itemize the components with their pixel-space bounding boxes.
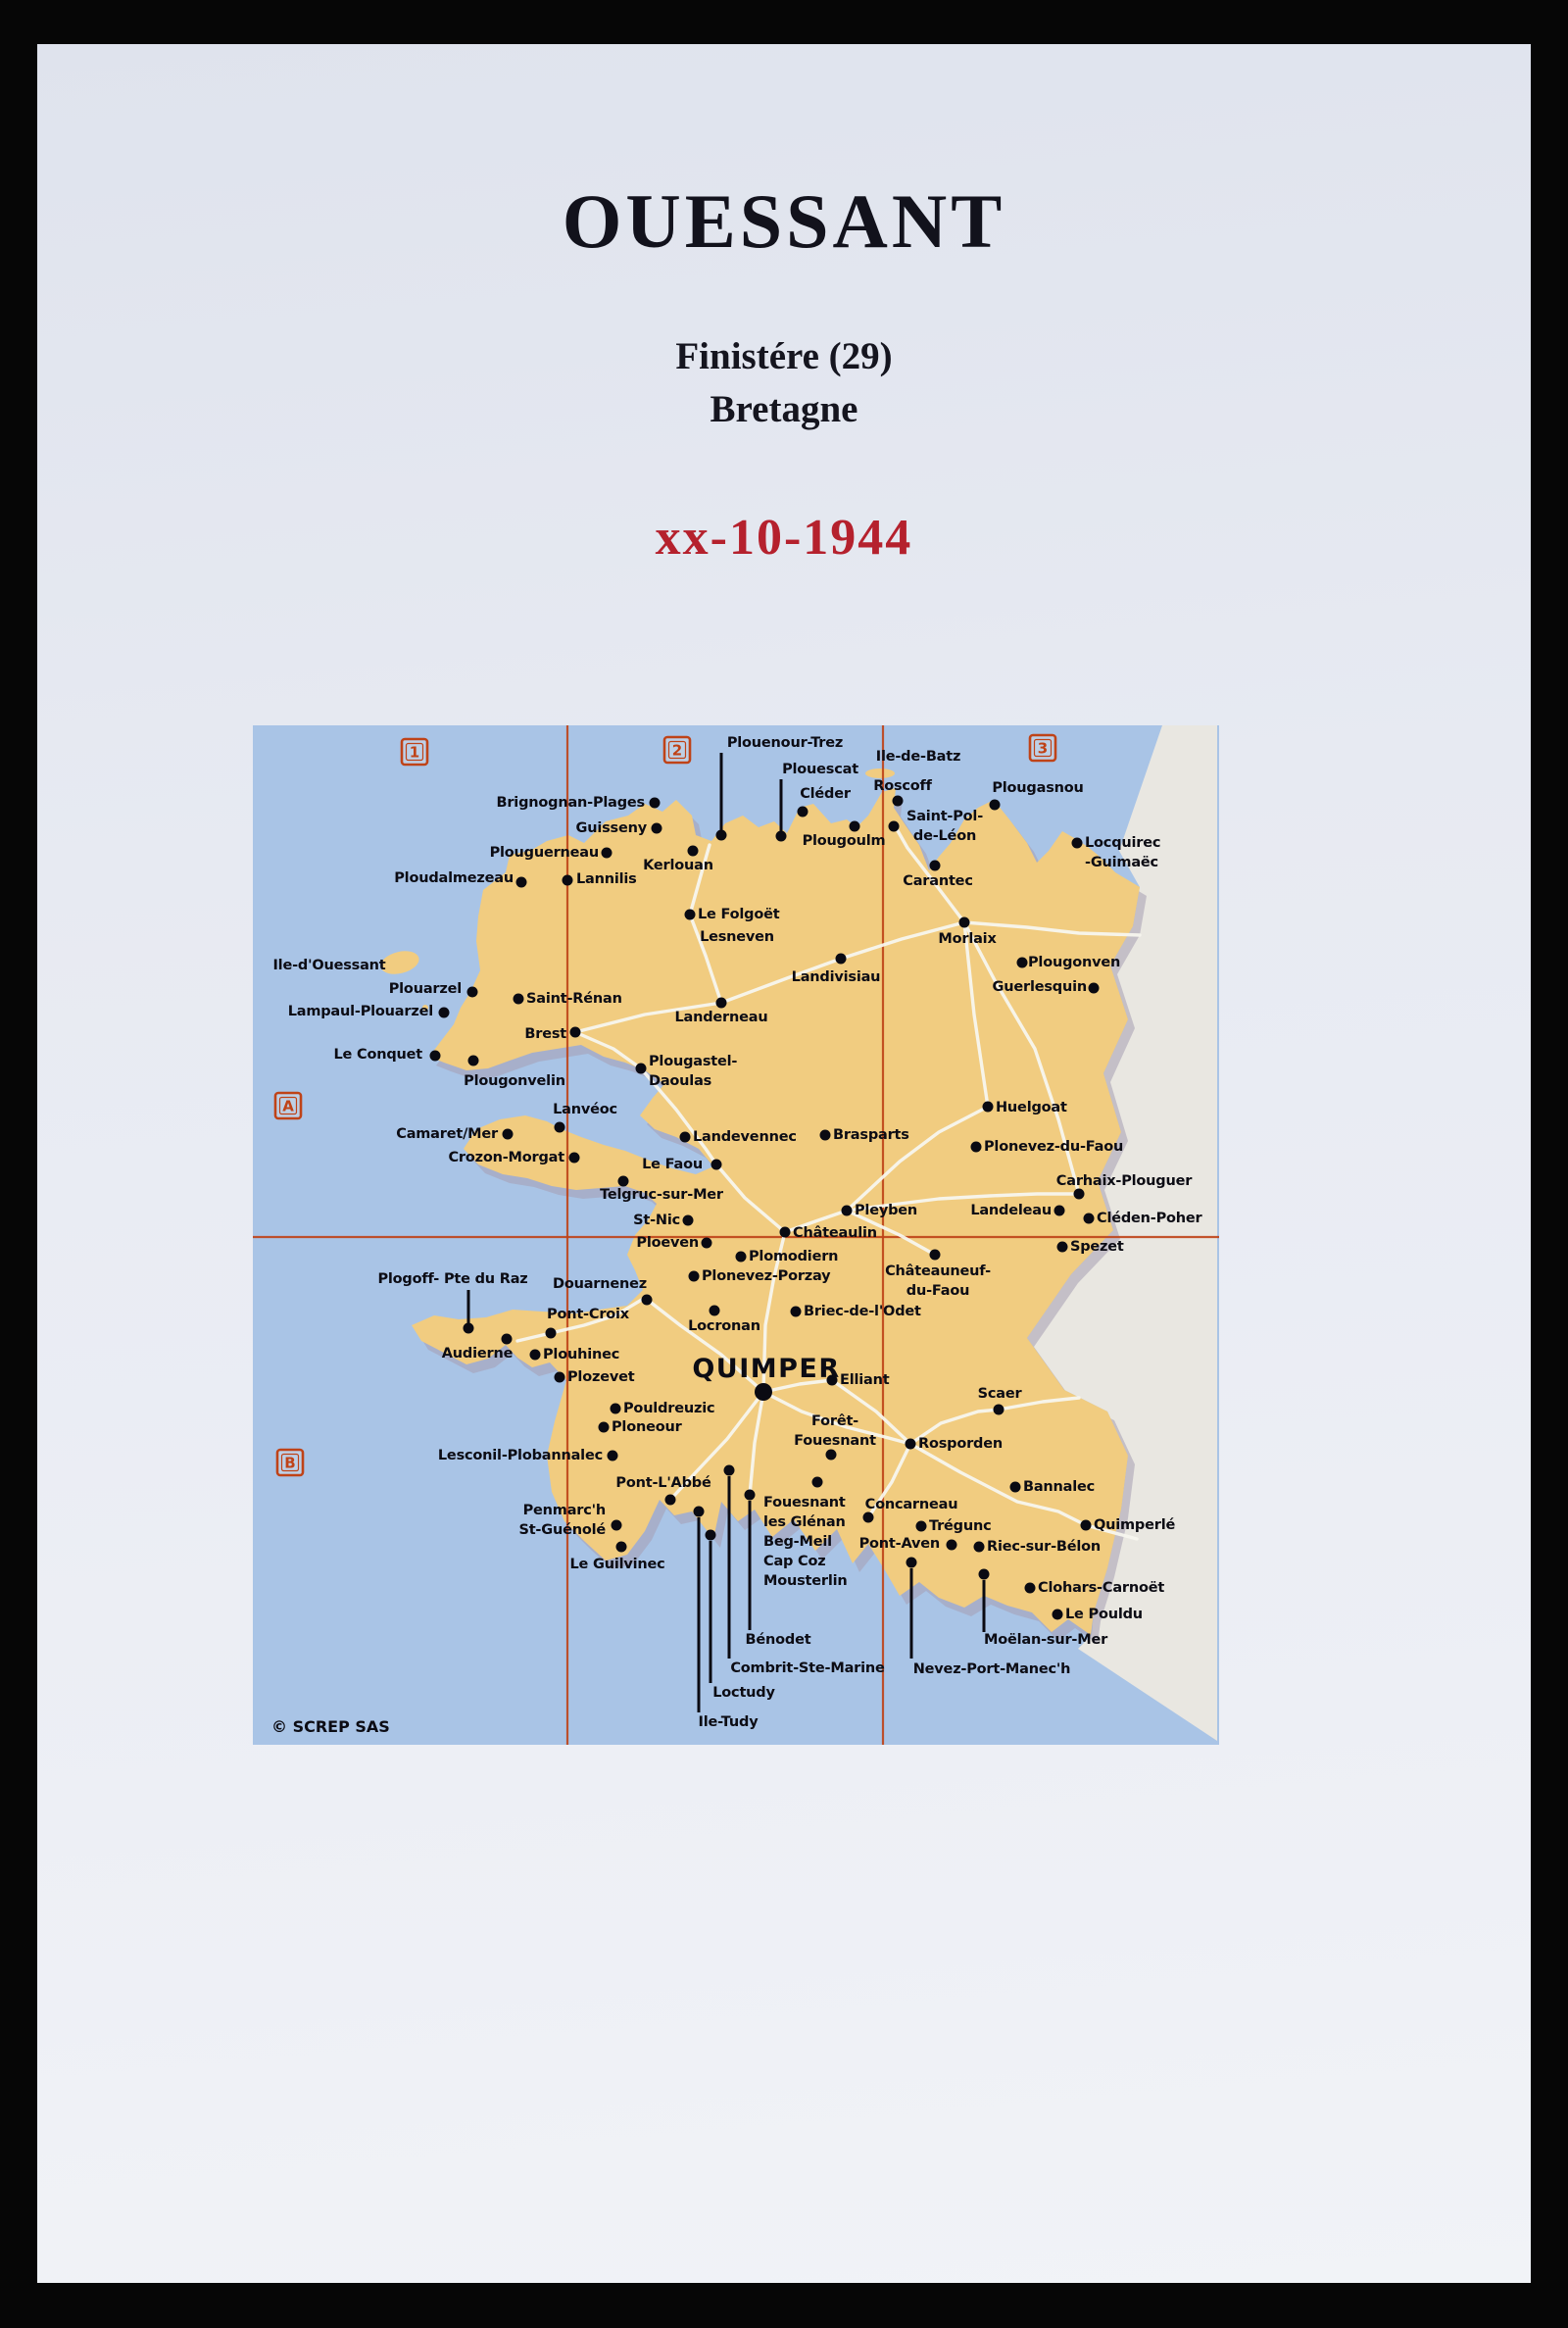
town-label: Plougastel-Daoulas (649, 1054, 738, 1089)
town-dot (616, 1542, 627, 1553)
town-label: Ploeven (636, 1235, 699, 1251)
town-dot (1017, 958, 1028, 968)
town-dot (689, 1271, 700, 1282)
town-dot (930, 861, 941, 871)
town-label: Le Guilvinec (569, 1557, 665, 1572)
town-dot (652, 823, 662, 834)
town-dot (710, 1306, 720, 1316)
town-label: Le Faou (642, 1157, 703, 1172)
map-town (288, 1004, 450, 1019)
town-label: Ploudalmezeau (394, 870, 514, 886)
town-dot (842, 1206, 853, 1216)
town-label: Moëlan-sur-Mer (983, 1632, 1108, 1648)
town-label: Guisseny (575, 820, 647, 836)
town-dot (555, 1372, 565, 1383)
town-dot (1025, 1583, 1036, 1594)
grid-index (664, 737, 690, 763)
town-dot (570, 1027, 581, 1038)
town-label: Brasparts (833, 1127, 909, 1143)
map-town (1010, 1479, 1096, 1495)
town-dot (850, 821, 860, 832)
town-dot (618, 1176, 629, 1187)
town-label: Morlaix (938, 931, 997, 947)
map-town (736, 1249, 839, 1264)
town-dot (467, 987, 478, 998)
map-town (680, 1129, 797, 1145)
town-label: Quimperlé (1094, 1517, 1176, 1533)
town-label: Audierne (441, 1346, 514, 1362)
map-town (689, 1268, 832, 1284)
town-dot (1053, 1610, 1063, 1620)
town-dot (1057, 1242, 1068, 1253)
town-label: Bénodet (745, 1632, 811, 1648)
map-town (438, 1448, 618, 1463)
map-town (611, 1401, 715, 1416)
town-dot (503, 1129, 514, 1140)
grid-index-label: 3 (1037, 739, 1049, 758)
town-dot (711, 1160, 722, 1170)
town-label: Riec-sur-Bélon (987, 1539, 1102, 1555)
map-town (1081, 1517, 1176, 1533)
map-town (396, 1126, 513, 1142)
town-dot (812, 1477, 823, 1488)
town-label: Concarneau (864, 1497, 958, 1512)
town-label: Nevez-Port-Manec'h (912, 1661, 1071, 1677)
town-dot (798, 807, 808, 817)
town-label: QUIMPER (692, 1354, 841, 1384)
map-town (780, 1225, 877, 1241)
town-label: Lanvéoc (553, 1102, 617, 1117)
town-label: Landerneau (674, 1010, 768, 1025)
town-label: Pont-L'Abbé (615, 1475, 711, 1491)
town-label: Douarnenez (552, 1276, 648, 1292)
town-dot (546, 1328, 557, 1339)
town-dot (706, 1530, 716, 1541)
town-dot (716, 998, 727, 1009)
town-label: Landeleau (970, 1203, 1052, 1218)
town-label: Cléden-Poher (1097, 1211, 1202, 1226)
town-dot (994, 1405, 1004, 1415)
town-dot (514, 994, 524, 1005)
town-dot (555, 1122, 565, 1133)
map-town (685, 907, 780, 922)
town-label: Combrit-Ste-Marine (730, 1660, 885, 1676)
date-label: xx-10-1944 (655, 510, 913, 566)
town-label: Scaer (977, 1386, 1022, 1402)
town-label: Le Conquet (333, 1047, 422, 1063)
town-dot (959, 917, 970, 928)
town-label: Plougoulm (802, 833, 886, 849)
town-label: Plouescat (782, 762, 858, 777)
town-dot (791, 1307, 802, 1317)
town-dot (680, 1132, 691, 1143)
town-dot (642, 1295, 653, 1306)
town-label: Clohars-Carnoët (1038, 1580, 1165, 1596)
town-label: Fouesnant les Glénan Beg-Meil Cap Coz Mousterlin (763, 1495, 848, 1589)
town-dot (608, 1451, 618, 1461)
map-town (394, 870, 526, 888)
town-label: Cléder (800, 786, 851, 802)
town-label: Brignognan-Plages (496, 795, 645, 811)
town-label: Penmarc'h St-Guénolé (518, 1503, 606, 1538)
town-label: Plouarzel (388, 981, 462, 997)
town-label: Brest (524, 1026, 566, 1042)
town-label: Ile-Tudy (698, 1714, 759, 1730)
town-dot (563, 875, 573, 886)
map-container (253, 725, 1219, 1745)
map-town (791, 1304, 922, 1319)
town-dot (636, 1064, 647, 1074)
town-label: Plougonven (1028, 955, 1121, 970)
town-dot (906, 1558, 917, 1568)
town-label: Châteauneuf-du-Faou (885, 1263, 991, 1299)
town-dot (990, 800, 1001, 811)
town-dot (569, 1153, 580, 1164)
town-label: Crozon-Morgat (448, 1150, 564, 1165)
map-town (974, 1539, 1102, 1555)
town-label: Carhaix-Plouguer (1055, 1173, 1193, 1189)
map-town (599, 1419, 683, 1435)
town-dot (736, 1252, 747, 1263)
town-dot (820, 1130, 831, 1141)
map-copyright: © SCREP SAS (271, 1717, 390, 1736)
town-label: Plouenour-Trez (726, 735, 844, 751)
town-label: Le Folgoët (698, 907, 780, 922)
map-town (1084, 1211, 1203, 1226)
map-town (820, 1127, 909, 1143)
town-label: Le Pouldu (1065, 1607, 1143, 1622)
town-dot (516, 877, 527, 888)
map-town (971, 1139, 1124, 1155)
town-dot (776, 831, 787, 842)
town-dot (464, 1323, 474, 1334)
town-label: Bannalec (1023, 1479, 1096, 1495)
town-dot (745, 1490, 756, 1501)
town-label: Roscoff (873, 778, 932, 794)
town-label: Pont-Aven (858, 1536, 940, 1552)
town-dot (650, 798, 661, 809)
town-dot (430, 1051, 441, 1062)
grid-index (1030, 735, 1055, 761)
town-label: Kerlouan (643, 858, 713, 873)
town-dot (665, 1495, 676, 1506)
town-label: Saint-Pol-de-Léon (906, 809, 984, 844)
map-town (1025, 1580, 1165, 1596)
subtitle-department: Finistére (29) (675, 335, 893, 377)
town-dot (930, 1250, 941, 1261)
map-town (497, 795, 661, 811)
town-label: Plouhinec (543, 1347, 620, 1362)
map-town (876, 749, 960, 765)
town-label: Ile-de-Batz (875, 749, 961, 765)
map-town (700, 929, 774, 945)
map-town (490, 845, 612, 861)
map-town (970, 1203, 1064, 1218)
town-dot (439, 1008, 450, 1018)
town-label: Lesneven (700, 929, 774, 945)
town-dot (688, 846, 699, 857)
town-label: Briec-de-l'Odet (804, 1304, 921, 1319)
page-title: OUESSANT (562, 178, 1006, 264)
map-town (272, 958, 385, 973)
subtitle-region: Bretagne (710, 388, 858, 430)
town-dot (1081, 1520, 1092, 1531)
town-label: Carantec (903, 873, 973, 889)
town-dot (683, 1215, 694, 1226)
town-dot (826, 1450, 837, 1461)
town-label: Châteaulin (793, 1225, 877, 1241)
town-label: Landevennec (693, 1129, 797, 1145)
map-town (983, 1100, 1067, 1115)
town-dot (1010, 1482, 1021, 1493)
town-dot (468, 1056, 479, 1066)
town-label: Lannilis (576, 871, 637, 887)
town-dot (694, 1507, 705, 1517)
town-dot (724, 1465, 735, 1476)
town-label: Trégunc (929, 1518, 992, 1534)
town-label: Lesconil-Plobannalec (437, 1448, 603, 1463)
town-dot (780, 1227, 791, 1238)
town-label: Landivisiau (791, 969, 881, 985)
town-label: Pont-Croix (547, 1307, 629, 1322)
town-dot (916, 1521, 927, 1532)
town-dot (863, 1512, 874, 1523)
map-town (1017, 955, 1121, 970)
town-dot (1072, 838, 1083, 849)
town-label: Plozevet (567, 1369, 635, 1385)
town-label: Plonevez-Porzay (702, 1268, 831, 1284)
town-dot (530, 1350, 541, 1361)
grid-index-label: A (282, 1097, 294, 1115)
map-town (906, 1436, 1004, 1452)
town-dot (602, 848, 612, 859)
town-dot (947, 1540, 957, 1551)
map-town (1053, 1607, 1143, 1622)
town-label: Plouguerneau (489, 845, 599, 861)
town-dot (755, 1383, 772, 1401)
town-dot (906, 1439, 916, 1450)
town-label: Ile-d'Ouessant (272, 958, 386, 973)
town-dot (974, 1542, 985, 1553)
town-dot (612, 1520, 622, 1531)
town-dot (1089, 983, 1100, 994)
town-label: Spezet (1070, 1239, 1124, 1255)
town-label: Plogoff- Pte du Raz (377, 1271, 528, 1287)
town-dot (893, 796, 904, 807)
map-town (514, 991, 622, 1007)
grid-index (275, 1093, 301, 1118)
town-label: Elliant (840, 1372, 890, 1388)
town-dot (685, 910, 696, 920)
town-dot (983, 1102, 994, 1113)
town-label: Plomodiern (749, 1249, 839, 1264)
town-label: Camaret/Mer (396, 1126, 498, 1142)
town-dot (836, 954, 847, 965)
town-label: Guerlesquin (992, 979, 1087, 995)
finistere-map (253, 725, 1219, 1745)
town-dot (502, 1334, 513, 1345)
town-label: Loctudy (712, 1685, 775, 1701)
grid-index-label: 2 (671, 741, 683, 760)
town-label: Lampaul-Plouarzel (287, 1004, 433, 1019)
town-label: Telgruc-sur-Mer (600, 1187, 723, 1203)
grid-index (277, 1450, 303, 1475)
map-town (448, 1150, 579, 1165)
town-label: Plougasnou (992, 780, 1084, 796)
town-dot (702, 1238, 712, 1249)
town-label: St-Nic (633, 1213, 680, 1228)
town-label: Pouldreuzic (623, 1401, 715, 1416)
map-town (993, 979, 1100, 995)
town-label: Forêt-Fouesnant (794, 1413, 876, 1449)
town-dot (971, 1142, 982, 1153)
town-label: Plonevez-du-Faou (984, 1139, 1124, 1155)
town-dot (979, 1569, 990, 1580)
town-label: Locronan (688, 1318, 760, 1334)
town-label: Saint-Rénan (526, 991, 622, 1007)
town-dot (1054, 1206, 1065, 1216)
grid-index-label: B (284, 1454, 296, 1472)
town-dot (716, 830, 727, 841)
town-label: Rosporden (918, 1436, 1003, 1452)
town-label: Huelgoat (996, 1100, 1067, 1115)
album-page (37, 44, 1531, 2283)
town-label: Ploneour (612, 1419, 682, 1435)
grid-index (402, 739, 427, 765)
town-dot (1074, 1189, 1085, 1200)
town-dot (1084, 1214, 1095, 1224)
town-label: Pleyben (855, 1203, 918, 1218)
town-dot (889, 821, 900, 832)
town-dot (611, 1404, 621, 1414)
batz-island (865, 768, 895, 778)
town-dot (599, 1422, 610, 1433)
town-label: Plougonvelin (464, 1073, 565, 1089)
map-town (530, 1347, 620, 1362)
grid-index-label: 1 (409, 743, 420, 762)
town-label: Locquirec -Guimaëc (1085, 835, 1161, 870)
